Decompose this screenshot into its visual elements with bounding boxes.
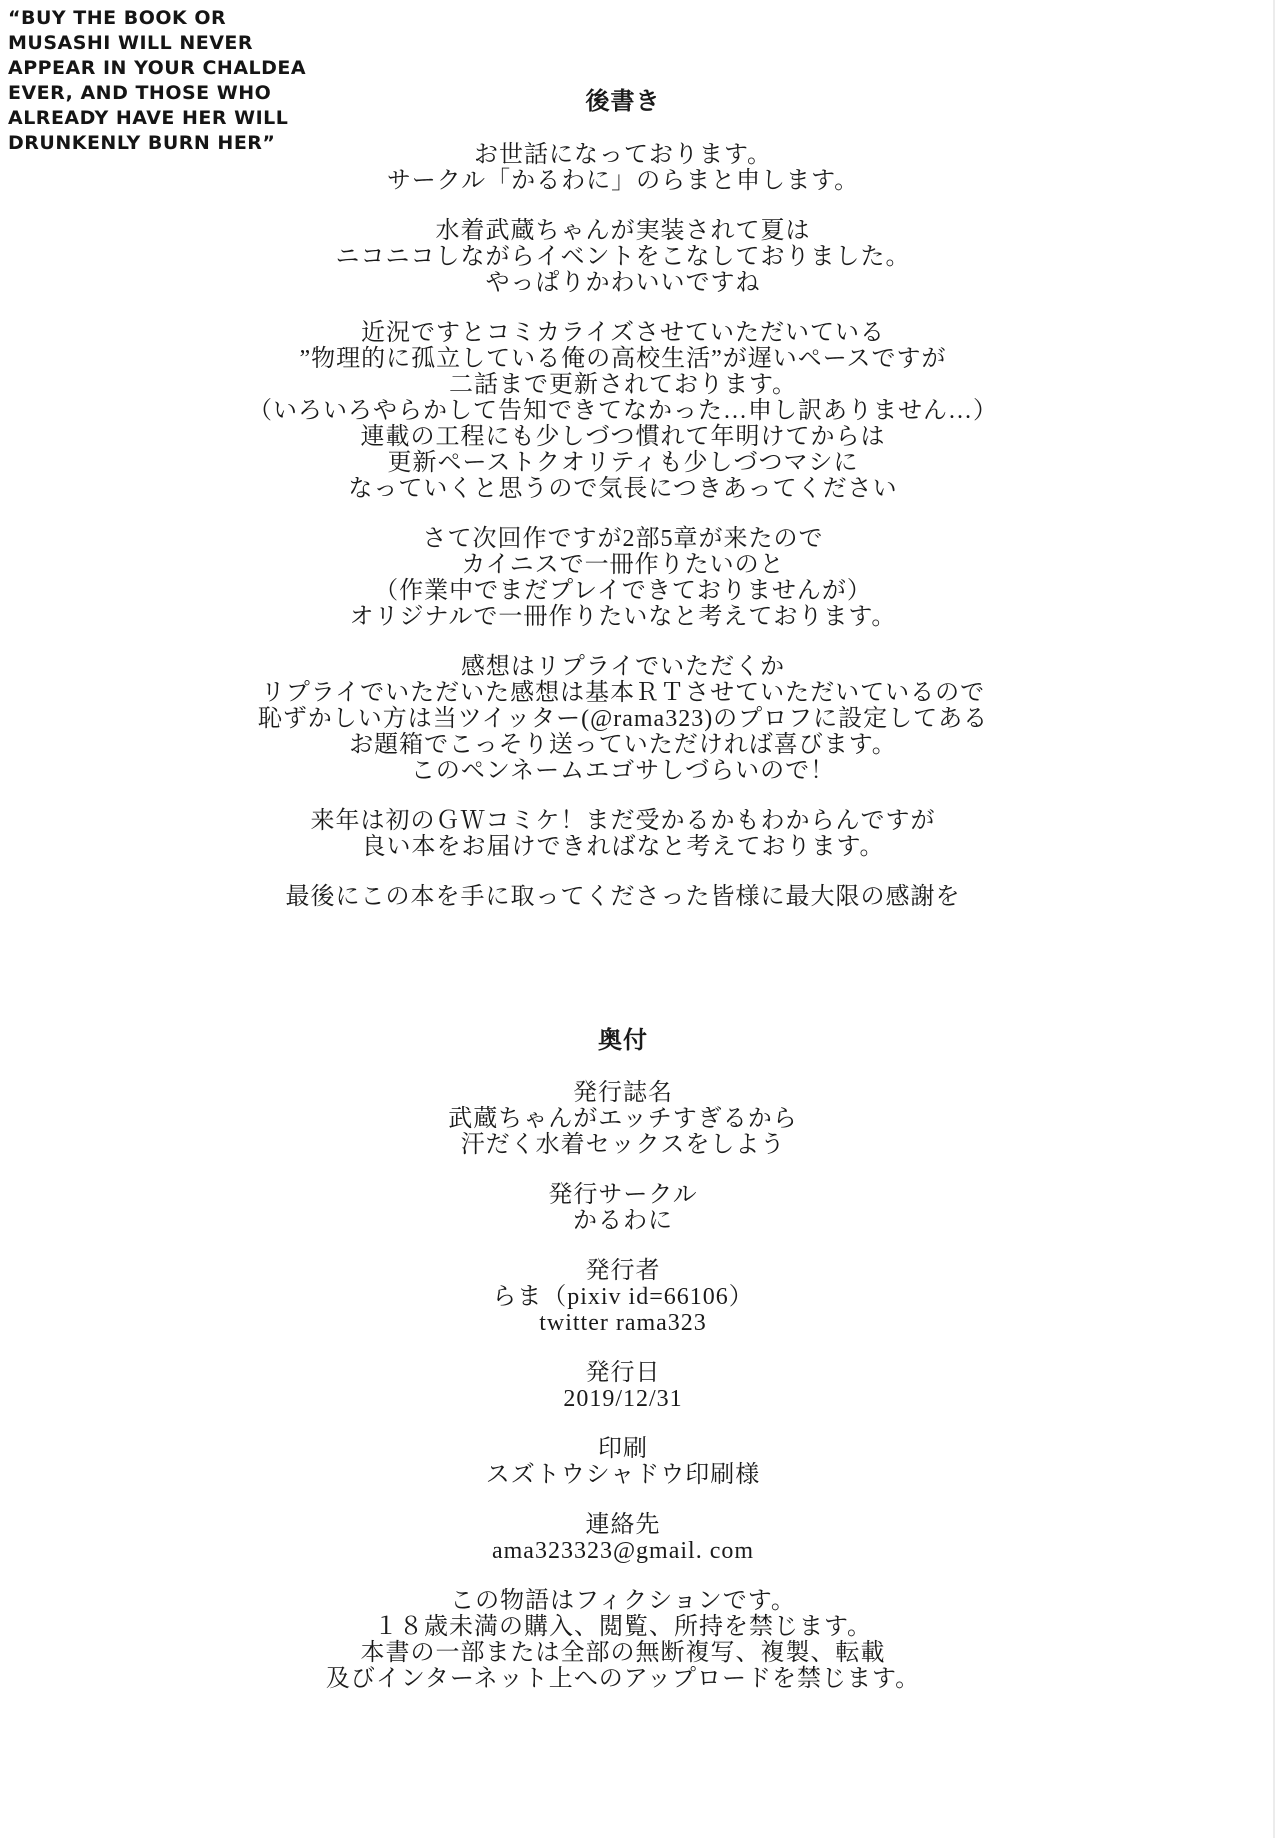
text-line: お世話になっております。 <box>473 142 773 168</box>
text-line: カイニスで一冊作りたいのと <box>461 552 785 578</box>
text-line: ”物理的に孤立している俺の高校生活”が遅いペースですが <box>299 346 947 372</box>
text-line: 来年は初のＧＷコミケ！まだ受かるかもわからんですが <box>310 808 936 834</box>
text-line: EVER, AND THOSE WHO <box>8 82 272 104</box>
scan-edge-artifact <box>1273 0 1275 1838</box>
text-line: 水着武蔵ちゃんが実装されて夏は <box>435 218 811 244</box>
text-line: 最後にこの本を手に取ってくださった皆様に最大限の感謝を <box>285 884 961 910</box>
colophon-field-value <box>0 1284 1246 1336</box>
text-line: （いろいろやらかして告知できてなかった…申し訳ありません…） <box>248 398 998 424</box>
text-line: （作業中でまだプレイできておりませんが） <box>374 578 872 604</box>
text-line: 良い本をお届けできればなと考えております。 <box>361 834 885 860</box>
text-line: リプライでいただいた感想は基本ＲＴさせていただいているので <box>260 680 986 706</box>
text-line: ama323323@gmail. com <box>491 1538 755 1564</box>
text-line: 及びインターネット上へのアップロードを禁じます。 <box>325 1666 921 1692</box>
colophon-field-label: 発行者 <box>585 1258 661 1284</box>
colophon-field-label: 連絡先 <box>585 1512 661 1538</box>
afterword-closing-line <box>0 884 1246 910</box>
colophon-field-title <box>0 1080 1246 1158</box>
text-line: サークル「かるわに」のらまと申します。 <box>386 168 860 194</box>
afterword-heading: 後書き <box>585 89 661 115</box>
colophon-field-value <box>0 1386 1246 1412</box>
text-line: なっていくと思うので気長につきあってください <box>348 476 898 502</box>
colophon-field-label: 発行サークル <box>548 1182 698 1208</box>
text-line: この物語はフィクションです。 <box>450 1588 796 1614</box>
colophon-field-circle <box>0 1182 1246 1234</box>
text-line: twitter rama323 <box>539 1310 707 1336</box>
text-line: １８歳未満の購入、閲覧、所持を禁じます。 <box>373 1614 873 1640</box>
colophon-heading: 奥付 <box>598 1028 648 1054</box>
colophon-field-contact <box>0 1512 1246 1564</box>
afterword-next-work-paragraph <box>0 526 1246 630</box>
colophon-field-printer <box>0 1436 1246 1488</box>
text-line: お題箱でこっそり送っていただければ喜びます。 <box>349 732 897 758</box>
colophon-field-date <box>0 1360 1246 1412</box>
afterword-musashi-paragraph <box>0 218 1246 296</box>
text-line: 本書の一部または全部の無断複写、複製、転載 <box>360 1640 886 1666</box>
text-line: ALREADY HAVE HER WILL <box>8 107 289 129</box>
text-line: かるわに <box>573 1208 673 1234</box>
text-line: “BUY THE BOOK OR <box>8 7 227 29</box>
colophon-field-publisher <box>0 1258 1246 1336</box>
text-line: APPEAR IN YOUR CHALDEA <box>8 57 307 79</box>
text-line: ニコニコしながらイベントをこなしておりました。 <box>335 244 911 270</box>
text-line: 近況ですとコミカライズさせていただいている <box>360 320 886 346</box>
text-line: 恥ずかしい方は当ツイッター(@rama323)のプロフに設定してある <box>257 706 989 732</box>
colophon-field-value <box>0 1462 1246 1488</box>
text-line: 更新ペーストクオリティも少しづつマシに <box>387 450 859 476</box>
text-line: 連載の工程にも少しづつ慣れて年明けてからは <box>360 424 886 450</box>
afterword-comicalize-paragraph <box>0 320 1246 502</box>
text-line: 感想はリプライでいただくか <box>460 654 786 680</box>
legal-notice <box>0 1588 1246 1692</box>
text-line: 2019/12/31 <box>563 1386 683 1412</box>
colophon-field-value <box>0 1538 1246 1564</box>
text-line: オリジナルで一冊作りたいなと考えております。 <box>349 604 897 630</box>
colophon-field-label: 発行誌名 <box>573 1080 673 1106</box>
text-line: このペンネームエゴサしづらいので！ <box>410 758 836 784</box>
afterword-comiket-paragraph <box>0 808 1246 860</box>
colophon-field-label: 印刷 <box>598 1436 648 1462</box>
text-line: スズトウシャドウ印刷様 <box>485 1462 761 1488</box>
afterword-greeting-paragraph <box>0 142 1246 194</box>
text-line: さて次回作ですが2部5章が来たので <box>422 526 824 552</box>
text-line: らま（pixiv id=66106） <box>492 1284 754 1310</box>
colophon-field-value <box>0 1208 1246 1234</box>
text-line: MUSASHI WILL NEVER <box>8 32 254 54</box>
text-line: DRUNKENLY BURN HER” <box>8 132 276 154</box>
text-line: 汗だく水着セックスをしよう <box>460 1132 786 1158</box>
colophon-field-label: 発行日 <box>585 1360 661 1386</box>
text-line: やっぱりかわいいですね <box>485 270 761 296</box>
colophon-field-value <box>0 1106 1246 1158</box>
text-line: 二話まで更新されております。 <box>448 372 798 398</box>
afterword-feedback-paragraph <box>0 654 1246 784</box>
text-line: 武蔵ちゃんがエッチすぎるから <box>448 1106 798 1132</box>
